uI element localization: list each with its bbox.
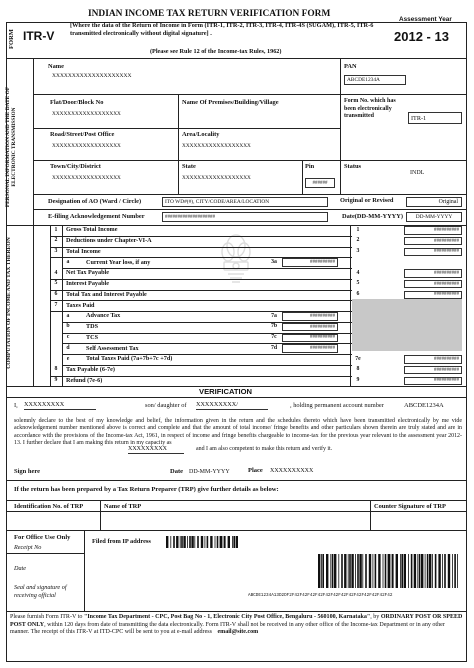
comp-row-ref: 7a [271,312,277,319]
comp-row-label: Interest Payable [66,280,110,288]
comp-row-ref: 2 [356,237,360,244]
verification-i-label: I, [14,402,18,409]
verification-date-value: DD-MM-YYYY [189,469,230,475]
ack-value: #################### [162,212,328,222]
place-label: Place [248,467,263,474]
comp-row-number: a [66,258,70,265]
verifier-pan: ABCDE1234A [404,402,444,409]
comp-row-number: b [66,323,70,330]
assessment-year-label: Assessment Year [399,16,452,23]
footer-email: email@site.com [217,629,259,636]
computation-side-label: COMPUTATION OF INCOME AND TAX THEREON [6,237,12,369]
comp-row-amount: ########## [404,226,462,234]
comp-row-label: Deductions under Chapter-VI-A [66,237,152,245]
status-value: INDL [410,170,425,176]
son-daughter-label: son/ daughter of [145,402,187,409]
ao-value: ITO WD#(#), CITY/CODE/AREA/LOCATION [162,197,328,207]
pan-value: ABCDE1234A [344,75,406,85]
personal-info-side-label: PERSONAL INFORMATION AND THE DATE OF ELECTRONIC TRANSMISSION [5,86,17,208]
ack-date-value: DD-MM-YYYY [406,212,462,222]
filed-ip-label: Filed from IP address [92,538,151,545]
comp-row-ref: 5 [356,280,360,287]
town-label: Town/City/District [50,163,101,170]
form-title: INDIAN INCOME TAX RETURN VERIFICATION FORM [88,9,331,19]
ao-label: Designation of AO (Ward / Circle) [48,198,142,205]
verifier-name: XXXXXXXXX [24,402,96,410]
footer-text-3: , within 120 days from date of transmitting the data electronically. Form ITR-V shall not be received in any other office of the Income-tax Department or in any other manner. The receipt of this ITR-V at ITD-CPC will be sent to you at e-mail address [10,621,445,636]
comp-row-ref: 9 [356,377,360,384]
comp-row-number: 2 [54,237,58,244]
comp-row-label: Total Taxes Paid (7a+7b+7c +7d) [86,355,173,363]
comp-row-number: 9 [54,377,58,384]
comp-row-number: a [66,312,70,319]
comp-row-label: Taxes Paid [66,301,95,309]
comp-row-ref: 7e [355,355,361,362]
comp-row-amount: ########## [404,377,462,385]
comp-row-amount: ########## [282,258,338,266]
comp-row-label: Tax Payable (6-7e) [66,366,115,374]
comp-row-amount: ########## [282,312,338,320]
comp-row-label: Total Income [66,247,101,255]
comp-row-amount: ########## [404,237,462,245]
form-no-value: ITR-1 [408,112,462,124]
comp-row-amount: ########## [404,355,462,363]
road-value: XXXXXXXXXXXXXXXXXX [52,143,121,149]
comp-row-number: 6 [54,291,58,298]
state-label: State [182,163,196,170]
verification-date-label: Date [170,468,183,475]
status-label: Status [344,163,362,170]
pin-value: ###### [305,178,335,188]
comp-row-label: TDS [86,323,99,331]
seal-signature-label: Seal and signature of receiving official [14,584,67,600]
area-value: XXXXXXXXXXXXXXXXXX [182,143,251,149]
comp-row-number: 5 [54,280,58,287]
comp-row-amount: ########## [404,280,462,288]
office-use-label: For Office Use Only [14,534,71,541]
comp-row-label: Current Year loss, if any [86,258,151,266]
grey-shaded-area [352,299,462,351]
town-value: XXXXXXXXXXXXXXXXXX [52,175,121,181]
comp-row-number: d [66,344,70,351]
footer-text-1: Please furnish Form ITR-V to [10,614,84,620]
trp-signature-label: Counter Signature of TRP [374,503,446,510]
comp-row-amount: ########## [404,248,462,256]
comp-row-number: 8 [54,366,58,373]
comp-row-ref: 6 [356,291,360,298]
barcode [318,554,458,588]
trp-intro: If the return has been prepared by a Tax Return Preparer (TRP) give further details as below: [14,486,279,493]
pin-label: Pin [305,163,315,170]
trp-id-label: Identification No. of TRP [14,503,84,510]
comp-row-number: 4 [54,269,58,276]
comp-row-number: 7 [54,301,58,308]
holding-pan-label: , holding permanent account number [290,402,384,409]
form-no-label: Form No. which has been electronically transmitted [344,98,396,119]
assessment-year-value: 2012 - 13 [394,29,449,44]
comp-row-amount: ########## [282,344,338,352]
verification-body-end: and I am also competent to make this return and verify it. [196,446,333,452]
original-revised-label: Original or Revised [340,197,394,204]
pan-label: PAN [344,63,357,70]
barcode-text: ABCDE1234A13D2DF2F42F42F42F42F42F42F42F42F42F42F42F42F42 [248,593,393,598]
form-subtitle: [Where the data of the Return of Income in Form (ITR-1, ITR-2, ITR-3, ITR-4, ITR-4S (SUGAM), ITR-5, ITR-6 transmitted electronically without digital signature] . [70,22,374,38]
comp-row-ref: 3 [356,248,360,255]
comp-row-label: TCS [86,333,99,341]
ack-date-label: Date(DD-MM-YYYY) [342,213,404,220]
comp-row-ref: 7d [270,344,278,351]
flat-value: XXXXXXXXXXXXXXXXXX [52,111,121,117]
comp-row-amount: ########## [404,291,462,299]
comp-row-number: 1 [54,226,58,233]
comp-row-label: Self Assessment Tax [86,344,139,352]
comp-row-ref: 8 [356,366,360,373]
verification-body: solemnly declare to the best of my knowledge and belief, the information given in the return and the schedules thereto which have been transmitted electronically by me vide acknowledgement number mentioned above is correct and complete and that the amount of total income/ fringe benefits and other particulars shown therein are truly stated and are in accordance with the provisions of the Income-tax Act, 1961, in respect of income and fringe benefits chargeable to income-tax for the previous year relevant to the assessment year 2012-13. I further declare that I am making this return in my capacity as [14,418,462,446]
name-label: Name [48,63,64,70]
form-label: FORM [8,29,15,49]
comp-row-ref: 4 [356,269,360,276]
original-revised-value: Original [406,197,462,207]
comp-row-label: Net Tax Payable [66,269,109,277]
trp-name-label: Name of TRP [104,503,142,510]
comp-row-number: c [66,334,70,341]
place-value: XXXXXXXXXX [270,468,314,474]
footer-post-mode: ORDINARY POST OR SPEED POST ONLY [10,614,463,628]
premises-label: Name Of Premises/Building/Village [182,99,279,106]
comp-row-amount: ########## [404,366,462,374]
comp-row-label: Total Tax and Interest Payable [66,290,147,298]
comp-row-ref: 7c [271,334,277,341]
comp-row-ref: 3a [271,258,277,265]
comp-row-amount: ########## [404,269,462,277]
father-name: XXXXXXXXX/ [196,402,268,410]
name-value: XXXXXXXXXXXXXXXXXXXX [52,73,132,79]
comp-row-label: Advance Tax [86,312,121,320]
form-name: ITR-V [23,29,55,43]
comp-row-number: 3 [54,248,58,255]
flat-label: Flat/Door/Block No [50,99,104,106]
footer-instructions [10,614,464,637]
capacity-value: XXXXXXXXX [128,446,184,454]
footer-cpc-address: "Income Tax Department - CPC, Post Bag No - 1, Electronic City Post Office, Bengaluru - 560100, Karnataka" [83,614,371,620]
sign-here-label: Sign here [14,468,41,475]
comp-row-ref: 1 [356,226,360,233]
comp-row-amount: ########## [282,334,338,342]
area-label: Area/Locality [182,131,220,138]
state-value: XXXXXXXXXXXXXXXXXX [182,175,251,181]
comp-row-label: Gross Total Income [66,226,118,234]
comp-row-amount: ########## [282,323,338,331]
office-date-label: Date [14,565,27,572]
comp-row-number: e [66,355,70,362]
ip-barcode-small [166,536,238,548]
form-rule-note: (Please see Rule 12 of the Income-tax Rules, 1962) [150,48,282,55]
comp-row-label: Refund (7e-6) [66,376,103,384]
ack-label: E-filing Acknowledgement Number [48,213,145,220]
comp-row-ref: 7b [270,323,278,330]
road-label: Road/Street/Post Office [50,131,115,138]
verification-title: VERIFICATION [199,387,253,396]
footer-text-2: , by [370,614,381,620]
receipt-no-label: Receipt No [14,544,42,551]
